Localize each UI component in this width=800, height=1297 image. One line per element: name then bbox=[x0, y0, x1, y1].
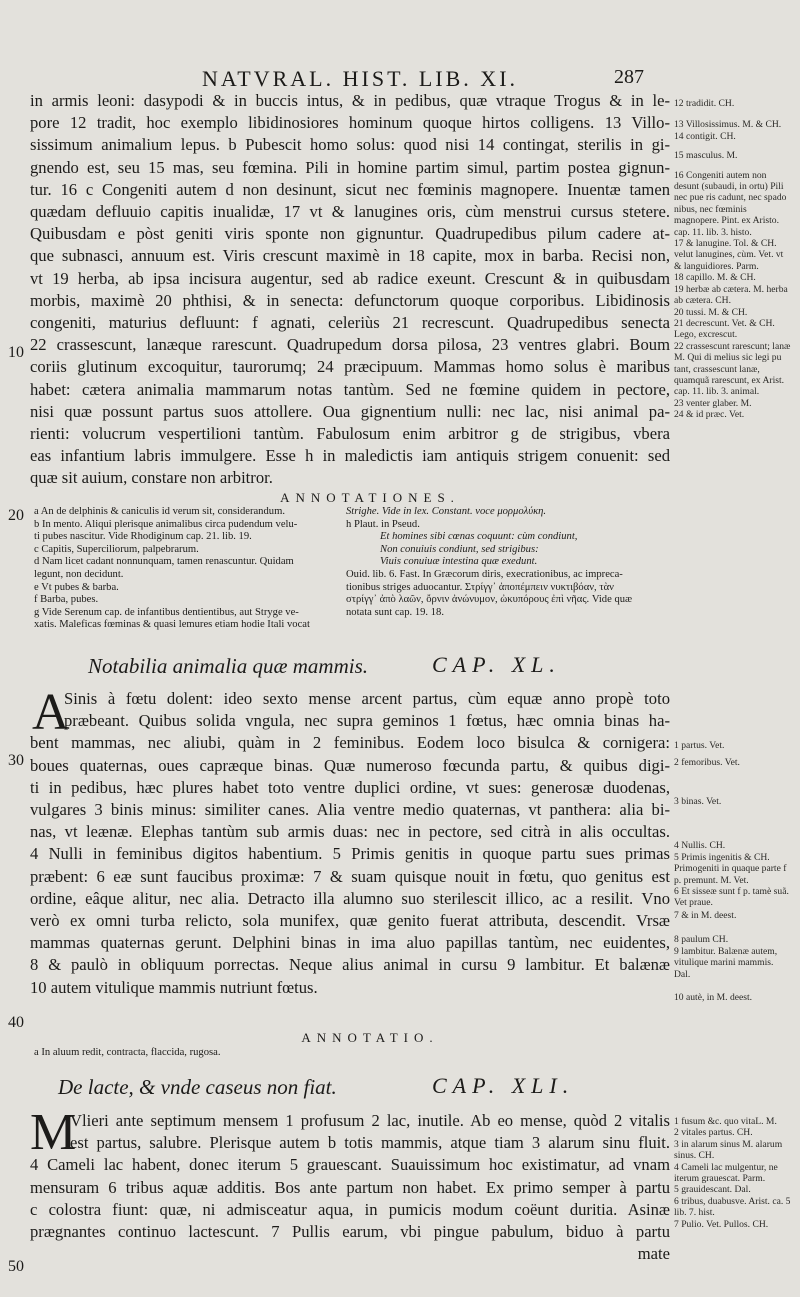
annotation-line: ti pubes nascitur. Vide Rhodiginum cap. 21. lib. 19. bbox=[34, 531, 252, 543]
margin-note: 5 grauidescant. Dal. bbox=[674, 1184, 751, 1196]
annotation-line: e Vt pubes & barba. bbox=[34, 581, 119, 593]
text-line: quæ sit auium, constare non arbitror. bbox=[30, 468, 273, 488]
margin-note: 9 lambitur. Balænæ autem, vitulique marini mammis. Dal. bbox=[674, 946, 778, 980]
margin-note: 6 tribus, duabusve. Arist. ca. 5 lib. 7. hist. bbox=[674, 1195, 791, 1219]
margin-note: 23 venter glaber. M. bbox=[674, 397, 752, 409]
margin-note: 16 Congeniti autem non desunt (subaudi, in ortu) Pili nec pue ris cadunt, nec spado nibus, nec fœminis magnopere. Pint. ex Aristo. cap. 11. lib. 3. histo. bbox=[674, 169, 787, 238]
annotatio-heading: ANNOTATIO. bbox=[301, 1030, 439, 1045]
margin-note: 19 herbæ ab cætera. M. herba ab cætera. CH. bbox=[674, 283, 788, 307]
chapter-title: De lacte, & vnde caseus non fiat. bbox=[58, 1075, 337, 1099]
annotation-line: xatis. Maleficas fœminas & quasi lemures etiam hodie Itali vocat bbox=[34, 619, 310, 631]
text-line: prægnantes continuo lactescunt. 7 Pullis earum, vbi pingue pabulum, biduo à partu bbox=[30, 1222, 670, 1242]
main-text-chapter-41 bbox=[30, 1104, 670, 1265]
line-number: 20 bbox=[8, 507, 24, 524]
margin-note bbox=[674, 162, 792, 170]
text-line: ti in pedibus, hæc plures habet toto ventre duplici ordine, vt sues: generosæ duodenas, bbox=[30, 777, 670, 797]
annotatio-text: a In aluum redit, contracta, flaccida, rugosa. bbox=[34, 1047, 221, 1058]
line-number: 30 bbox=[8, 752, 24, 769]
annotation-line: στρίγγ᾽ ἀπὸ λαῶν, ὄρνιν ἀνώνυμον, ὠκυπόρους ἐπὶ νῆας. Vide quæ bbox=[346, 594, 633, 606]
catchword: mate bbox=[637, 1244, 670, 1264]
annotation-line: a An de delphinis & caniculis id verum sit, considerandum. bbox=[34, 506, 285, 517]
text-line: vulgares 3 binis minus: similiter canes. Alia ventre medio quaternas, vt panthera: alia bi- bbox=[30, 800, 670, 820]
text-line: 22 crassescunt, lanæque rarescunt. Quadrupedum dorsa pilosa, 23 ventres glabri. Boum bbox=[30, 335, 670, 355]
text-line: Quibusdam e pòst geniti viris sponte non gignuntur. Quadrupedibus pilum cadere at- bbox=[30, 224, 670, 244]
margin-note: 2 femoribus. Vet. bbox=[674, 757, 740, 768]
running-head: NATVRAL. HIST. LIB. XI. bbox=[201, 66, 519, 91]
chapter-number: CAP. XL. bbox=[432, 652, 561, 677]
line-number: 40 bbox=[8, 1014, 24, 1031]
annotation-line: Strighe. Vide in lex. Constant. voce μορμολύκη. bbox=[346, 506, 547, 517]
margin-note: 8 paulum CH. bbox=[674, 934, 729, 945]
margin-note: 5 Primis ingenitis & CH. Primogeniti in quaque parte f p. premunt. M. Vet. bbox=[674, 852, 787, 886]
text-line: mensuram 6 tribus aquæ additis. Bos ante partum non habet. Ex primo semper à partu bbox=[30, 1177, 670, 1197]
text-line: bent mammas, nec aliubi, quàm in 2 feminibus. Eodem loco bisulca & cornigera: bbox=[30, 733, 670, 753]
text-line: quædam defluuio capitis inualidæ, 17 vt & lanugines oris, cùm menstrui cursus stetere. bbox=[30, 202, 670, 222]
margin-note: 12 tradidit. CH. bbox=[674, 98, 735, 109]
margin-note: 4 Cameli lac mulgentur, ne iterum grauescat. Parm. bbox=[674, 1161, 778, 1185]
text-line: congeniti, maturius defluunt: f agnati, celeriùs 21 recrescunt. Quadrupedibus senecta bbox=[30, 313, 670, 333]
text-line: coriis glutinum excoquitur, taurorumq; 24 præcipuum. Mammas homo solus è maribus bbox=[30, 357, 670, 377]
main-text-chapter-40 bbox=[30, 684, 670, 999]
margin-note: 24 & id præc. Vet. bbox=[674, 409, 745, 421]
annotation-line: notata sunt cap. 19. 18. bbox=[346, 606, 444, 618]
annotation-line: h Plaut. in Pseud. bbox=[346, 518, 420, 530]
text-line: 8 & paulò in obliquum porrectas. Neque alius animal in cursu 9 lambitur. Et balænæ bbox=[30, 955, 670, 975]
text-line: habet: cætera animalia mammarum notas tantùm. Sed ne fœmine quidem in pectore, bbox=[30, 379, 670, 399]
margin-note: 17 & lanugine. Tol. & CH. velut lanugines, cùm. Vet. vt & languidiores. Parm. bbox=[674, 238, 784, 272]
margin-notes-chapter-41 bbox=[674, 1116, 792, 1230]
annotation-line: f Barba, pubes. bbox=[34, 594, 99, 606]
text-line: eas infantium labris immulgere. Esse h in maledictis iam antiquis strigem conuenit: sed bbox=[30, 446, 670, 466]
text-line: in armis leoni: dasypodi & in buccis intus, & in pedibus, quæ vtraque Trogus & in le- bbox=[30, 91, 670, 110]
annotationes-heading: ANNOTATIONES. bbox=[280, 490, 460, 505]
text-line: Vlieri ante septimum mensem 1 profusum 2 lac, inutile. Ab eo mense, quòd 2 vitalis bbox=[70, 1111, 670, 1130]
line-number: 10 bbox=[8, 344, 24, 361]
annotation-line: tionibus striges aduocantur. Στρίγγ᾽ ἀποπέμπειν νυκτιβόαν, τὰν bbox=[346, 581, 614, 593]
text-line: c colostra fiunt: quæ, ni admisceatur aqua, in pumicis modum coëunt duritia. Asinæ bbox=[30, 1199, 670, 1219]
text-line: mammas quaternas gerunt. Delphini binas in ima aluo papillas tantùm, nec euidentes, bbox=[30, 933, 670, 953]
margin-note: 4 Nullis. CH. bbox=[674, 840, 726, 851]
margin-note: 1 fusum &c. quo vitaL. M. bbox=[674, 1116, 777, 1127]
verse-line: Non conuiuis condiunt, sed strigibus: bbox=[380, 543, 539, 555]
text-line: 4 Nulli in feminibus digitos habentium. 5 Primis genitis in quoque partu sues primas bbox=[30, 844, 670, 864]
margin-note: 7 Pulio. Vet. Pullos. CH. bbox=[674, 1218, 769, 1230]
text-line: boues quaternas, oues capræque binas. Quæ numeroso fœcunda partu, & quibus digi- bbox=[30, 755, 670, 775]
drop-cap: M bbox=[30, 1104, 77, 1161]
text-line: præbent: 6 eæ sunt faucibus proximæ: 7 & suam quisque nouit in fœtu, quo genitus est bbox=[30, 866, 670, 886]
text-line: præbeant. Quibus solida vngula, nec supra geminos 1 fœtus, hæc omnia binas ha- bbox=[64, 711, 670, 731]
margin-note: 14 contigit. CH. bbox=[674, 130, 736, 142]
text-line: vt 19 herba, ab ipsa incisura augentur, sed ab radice exeunt. Crescunt & in quibusdam bbox=[30, 268, 670, 288]
margin-note: 22 crassescunt rarescunt; lanæ M. Qui di melius sic legi pu tant, crassescunt lanæ, quamquã rarescunt, ex Arist. cap. 11. lib. 3. animal. bbox=[674, 340, 791, 398]
drop-cap: A bbox=[32, 684, 70, 741]
chapter-number: CAP. XLI. bbox=[432, 1073, 575, 1098]
margin-note: 18 capillo. M. & CH. bbox=[674, 272, 756, 284]
verse-line: Et homines sibi cœnas coquunt: cùm condiunt, bbox=[380, 531, 578, 543]
text-line: nas, vt leænæ. Elephas tantùm sub armis duas: nec in pectore, sed citrà in alis occultas. bbox=[30, 822, 670, 842]
margin-note bbox=[674, 142, 792, 150]
annotation-line: legunt, non decidunt. bbox=[34, 568, 124, 580]
text-line: tur. 16 c Congeniti autem d non desinunt, sicut nec fœminis magnopere. Inuentæ tamen bbox=[30, 179, 670, 199]
text-line: 10 autem vitulique mammis nutriunt fœtus. bbox=[30, 977, 318, 997]
text-line: gnendo est, seu 15 mas, seu fœmina. Pili in homine partim simul, partim postea gignun- bbox=[30, 157, 670, 177]
text-line: rienti: volucrum vespertilioni tantùm. Fabulosum enim arbitror g de strigibus, vbera bbox=[30, 424, 670, 444]
annotation-line: c Capitis, Superciliorum, palpebrarum. bbox=[34, 543, 199, 555]
line-number: 50 bbox=[8, 1258, 24, 1275]
page-number: 287 bbox=[614, 66, 644, 88]
margin-note: 2 vitales partus. CH. bbox=[674, 1127, 753, 1139]
margin-notes-section-1 bbox=[674, 98, 792, 421]
annotationes-right-column bbox=[346, 506, 668, 619]
annotation-line: b In mento. Aliqui plerisque animalibus circa pudendum velu- bbox=[34, 518, 298, 530]
verse-line: Viuis conuiuæ intestina quæ exedunt. bbox=[380, 556, 538, 568]
text-line: que subnasci, annuum est. Viris crescunt maximè in 18 capite, mox in barba. Recisi non, bbox=[30, 246, 670, 266]
margin-note: 3 binas. Vet. bbox=[674, 796, 722, 807]
annotation-line: Ouid. lib. 6. Fast. In Græcorum diris, execrationibus, ac impreca- bbox=[346, 568, 623, 580]
text-line: morbis, maximè 20 phthisi, & in senecta: defunctorum quoque corporibus. Libidinosis bbox=[30, 290, 670, 310]
chapter-title: Notabilia animalia quæ mammis. bbox=[88, 654, 369, 678]
text-line: ordine, eâque alitur, nec alia. Detracto illa alumno suo sterilescit illico, ac a resilit. Vno bbox=[30, 888, 670, 908]
text-line: pore 12 tradit, hoc exemplo libidinosiores hominum quoque hirtos colligens. 13 Villo- bbox=[30, 113, 670, 133]
margin-note: 21 decrescunt. Vet. & CH. Lego, excrescut. bbox=[674, 317, 775, 341]
main-text-section-1 bbox=[30, 90, 670, 490]
text-line: nisi quæ possunt partus suos attollere. Oua gignentium nulli: nec lac, nisi animal pa- bbox=[30, 401, 670, 421]
margin-note: 6 Et sisseæ sunt f p. tamè suã. Vet praue. bbox=[674, 886, 789, 909]
margin-note: 20 tussi. M. & CH. bbox=[674, 306, 748, 318]
text-line: est partus, salubre. Plerisque autem b totis mammis, atque tiam 3 alarum sinu fluit. bbox=[70, 1133, 670, 1153]
margin-note: 10 autè, in M. deest. bbox=[674, 992, 753, 1003]
margin-note: 13 Villosissimus. M. & CH. bbox=[674, 119, 782, 131]
text-line: sissimum animalium lepus. b Pubescit homo solus: quod nisi 14 contingat, sterilis in gi- bbox=[30, 135, 670, 155]
margin-note: 1 partus. Vet. bbox=[674, 740, 725, 751]
text-line: Sinis à fœtu dolent: ideo sexto mense arcent partus, cùm equæ anno propè toto bbox=[64, 689, 670, 708]
margin-note: 7 & in M. deest. bbox=[674, 910, 737, 921]
margin-note: 3 in alarum sinus M. alarum sinus. CH. bbox=[674, 1138, 783, 1162]
annotationes-left-column bbox=[34, 506, 334, 632]
margin-note: 15 masculus. M. bbox=[674, 150, 738, 162]
text-line: 4 Cameli lac habent, donec iterum 5 grauescant. Suauissimum hoc existimatur, ad vnam bbox=[30, 1155, 670, 1175]
annotation-line: g Vide Serenum cap. de infantibus dentientibus, aut Stryge ve- bbox=[34, 606, 299, 618]
margin-note bbox=[674, 109, 792, 119]
text-line: verò ex omni turba relicto, sola munifex, quæ genito fuerat attributa, descendit. Vrsæ bbox=[30, 911, 670, 931]
annotation-line: d Nam licet cadant nonnunquam, tamen renascuntur. Quidam bbox=[34, 556, 294, 568]
